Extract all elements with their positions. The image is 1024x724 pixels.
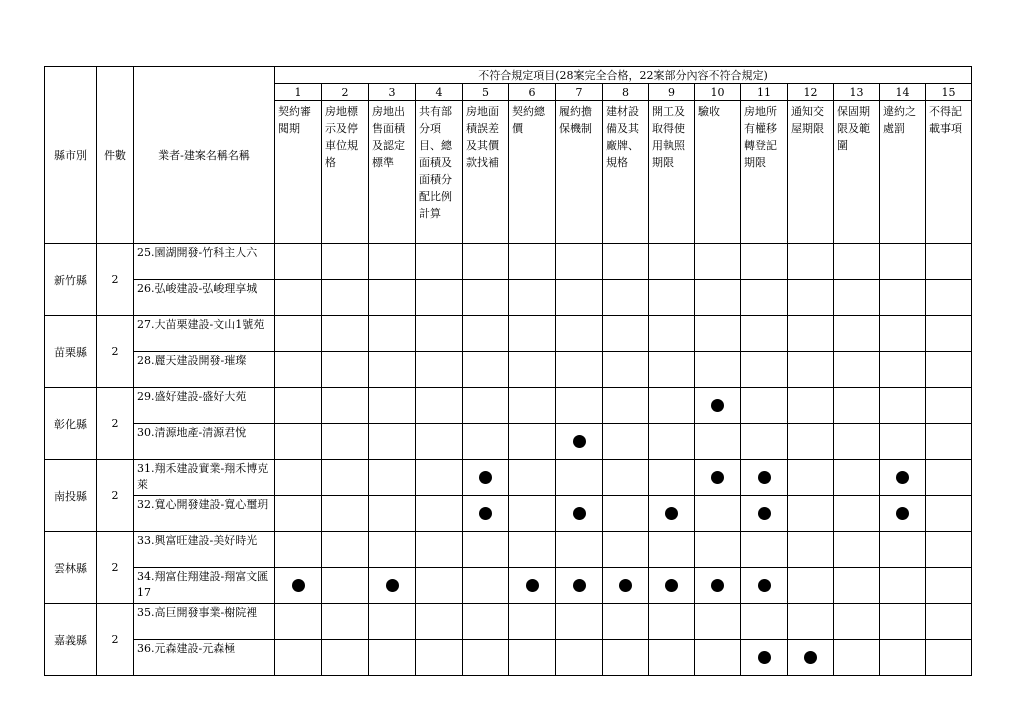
mark-cell-3 bbox=[369, 640, 416, 676]
noncompliance-dot bbox=[758, 507, 771, 520]
mark-cell-8 bbox=[603, 604, 649, 640]
mark-cell-9 bbox=[649, 496, 695, 532]
mark-cell-2 bbox=[322, 640, 369, 676]
noncompliance-dot bbox=[804, 651, 817, 664]
mark-cell-6 bbox=[509, 604, 556, 640]
column-label-4: 共有部分項目、總面積及面積分配比例計算 bbox=[416, 101, 463, 244]
mark-cell-10 bbox=[695, 640, 741, 676]
mark-cell-6 bbox=[509, 496, 556, 532]
column-label-6: 契約總價 bbox=[509, 101, 556, 244]
noncompliance-dot bbox=[758, 651, 771, 664]
column-label-12: 通知交屋期限 bbox=[788, 101, 834, 244]
mark-cell-11 bbox=[741, 604, 788, 640]
mark-cell-15 bbox=[926, 568, 972, 604]
mark-cell-13 bbox=[834, 352, 880, 388]
mark-cell-8 bbox=[603, 496, 649, 532]
mark-cell-11 bbox=[741, 316, 788, 352]
mark-cell-11 bbox=[741, 532, 788, 568]
mark-cell-1 bbox=[275, 352, 322, 388]
project-name-cell: 31.翔禾建設實業-翔禾博克萊 bbox=[134, 460, 275, 496]
mark-cell-2 bbox=[322, 352, 369, 388]
mark-cell-1 bbox=[275, 424, 322, 460]
mark-cell-11 bbox=[741, 244, 788, 280]
mark-cell-10 bbox=[695, 424, 741, 460]
mark-cell-9 bbox=[649, 604, 695, 640]
mark-cell-15 bbox=[926, 532, 972, 568]
project-name-cell: 32.寬心開發建設-寬心璽玥 bbox=[134, 496, 275, 532]
mark-cell-15 bbox=[926, 460, 972, 496]
mark-cell-6 bbox=[509, 532, 556, 568]
mark-cell-2 bbox=[322, 496, 369, 532]
mark-cell-1 bbox=[275, 388, 322, 424]
mark-cell-14 bbox=[880, 460, 926, 496]
mark-cell-10 bbox=[695, 604, 741, 640]
project-name-cell: 36.元森建設-元森極 bbox=[134, 640, 275, 676]
column-number-15: 15 bbox=[926, 84, 972, 101]
mark-cell-7 bbox=[556, 388, 603, 424]
column-number-10: 10 bbox=[695, 84, 741, 101]
table-row bbox=[45, 424, 972, 460]
mark-cell-3 bbox=[369, 388, 416, 424]
mark-cell-12 bbox=[788, 460, 834, 496]
noncompliance-dot bbox=[896, 471, 909, 484]
noncompliance-dot bbox=[665, 579, 678, 592]
mark-cell-11 bbox=[741, 568, 788, 604]
column-number-9: 9 bbox=[649, 84, 695, 101]
mark-cell-7 bbox=[556, 280, 603, 316]
mark-cell-10 bbox=[695, 280, 741, 316]
mark-cell-13 bbox=[834, 424, 880, 460]
noncompliance-dot bbox=[711, 579, 724, 592]
mark-cell-14 bbox=[880, 532, 926, 568]
county-cell: 彰化縣 bbox=[45, 388, 97, 460]
mark-cell-11 bbox=[741, 352, 788, 388]
mark-cell-5 bbox=[463, 316, 509, 352]
table-row bbox=[45, 352, 972, 388]
mark-cell-15 bbox=[926, 316, 972, 352]
mark-cell-1 bbox=[275, 568, 322, 604]
noncompliance-dot bbox=[711, 471, 724, 484]
mark-cell-12 bbox=[788, 496, 834, 532]
mark-cell-11 bbox=[741, 388, 788, 424]
mark-cell-8 bbox=[603, 532, 649, 568]
project-name-cell: 27.大苗栗建設-文山1號苑 bbox=[134, 316, 275, 352]
column-number-12: 12 bbox=[788, 84, 834, 101]
mark-cell-8 bbox=[603, 568, 649, 604]
county-cell: 嘉義縣 bbox=[45, 604, 97, 676]
table-row bbox=[45, 244, 972, 280]
mark-cell-4 bbox=[416, 604, 463, 640]
noncompliance-dot bbox=[711, 399, 724, 412]
mark-cell-15 bbox=[926, 604, 972, 640]
mark-cell-11 bbox=[741, 640, 788, 676]
mark-cell-4 bbox=[416, 316, 463, 352]
mark-cell-5 bbox=[463, 244, 509, 280]
table-row bbox=[45, 604, 972, 640]
table-row bbox=[45, 496, 972, 532]
column-number-1: 1 bbox=[275, 84, 322, 101]
mark-cell-11 bbox=[741, 280, 788, 316]
mark-cell-2 bbox=[322, 316, 369, 352]
mark-cell-9 bbox=[649, 424, 695, 460]
mark-cell-9 bbox=[649, 280, 695, 316]
mark-cell-12 bbox=[788, 244, 834, 280]
mark-cell-6 bbox=[509, 640, 556, 676]
mark-cell-7 bbox=[556, 640, 603, 676]
mark-cell-6 bbox=[509, 460, 556, 496]
mark-cell-14 bbox=[880, 244, 926, 280]
mark-cell-9 bbox=[649, 460, 695, 496]
mark-cell-14 bbox=[880, 604, 926, 640]
mark-cell-14 bbox=[880, 640, 926, 676]
mark-cell-9 bbox=[649, 316, 695, 352]
mark-cell-4 bbox=[416, 568, 463, 604]
count-cell: 2 bbox=[97, 388, 134, 460]
mark-cell-2 bbox=[322, 424, 369, 460]
mark-cell-13 bbox=[834, 316, 880, 352]
mark-cell-7 bbox=[556, 568, 603, 604]
mark-cell-5 bbox=[463, 604, 509, 640]
county-cell: 南投縣 bbox=[45, 460, 97, 532]
mark-cell-14 bbox=[880, 388, 926, 424]
table-row bbox=[45, 280, 972, 316]
mark-cell-10 bbox=[695, 568, 741, 604]
mark-cell-8 bbox=[603, 244, 649, 280]
mark-cell-5 bbox=[463, 388, 509, 424]
noncompliance-dot bbox=[758, 579, 771, 592]
column-number-13: 13 bbox=[834, 84, 880, 101]
mark-cell-4 bbox=[416, 280, 463, 316]
mark-cell-8 bbox=[603, 280, 649, 316]
count-cell: 2 bbox=[97, 604, 134, 676]
mark-cell-4 bbox=[416, 352, 463, 388]
table-row bbox=[45, 460, 972, 496]
column-number-7: 7 bbox=[556, 84, 603, 101]
mark-cell-1 bbox=[275, 244, 322, 280]
mark-cell-6 bbox=[509, 568, 556, 604]
mark-cell-13 bbox=[834, 532, 880, 568]
mark-cell-5 bbox=[463, 532, 509, 568]
mark-cell-13 bbox=[834, 244, 880, 280]
county-cell: 苗栗縣 bbox=[45, 316, 97, 388]
mark-cell-15 bbox=[926, 424, 972, 460]
mark-cell-8 bbox=[603, 316, 649, 352]
mark-cell-11 bbox=[741, 496, 788, 532]
project-name-cell: 29.盛好建設-盛好大苑 bbox=[134, 388, 275, 424]
noncompliance-dot bbox=[526, 579, 539, 592]
column-number-2: 2 bbox=[322, 84, 369, 101]
mark-cell-4 bbox=[416, 244, 463, 280]
noncompliance-group-title: 不符合規定項目(28案完全合格，22案部分內容不符合規定) bbox=[275, 67, 972, 84]
mark-cell-4 bbox=[416, 496, 463, 532]
mark-cell-5 bbox=[463, 496, 509, 532]
column-label-8: 建材設備及其廠牌、規格 bbox=[603, 101, 649, 244]
mark-cell-8 bbox=[603, 460, 649, 496]
noncompliance-dot bbox=[619, 579, 632, 592]
mark-cell-8 bbox=[603, 388, 649, 424]
column-number-11: 11 bbox=[741, 84, 788, 101]
column-label-10: 驗收 bbox=[695, 101, 741, 244]
noncompliance-dot bbox=[292, 579, 305, 592]
mark-cell-12 bbox=[788, 388, 834, 424]
mark-cell-12 bbox=[788, 604, 834, 640]
compliance-table bbox=[44, 66, 972, 676]
noncompliance-dot bbox=[479, 507, 492, 520]
noncompliance-dot bbox=[896, 507, 909, 520]
mark-cell-14 bbox=[880, 424, 926, 460]
noncompliance-dot bbox=[386, 579, 399, 592]
mark-cell-9 bbox=[649, 244, 695, 280]
mark-cell-5 bbox=[463, 640, 509, 676]
column-number-5: 5 bbox=[463, 84, 509, 101]
mark-cell-4 bbox=[416, 388, 463, 424]
column-label-2: 房地標示及停車位規格 bbox=[322, 101, 369, 244]
mark-cell-13 bbox=[834, 604, 880, 640]
mark-cell-3 bbox=[369, 496, 416, 532]
mark-cell-6 bbox=[509, 388, 556, 424]
mark-cell-6 bbox=[509, 316, 556, 352]
count-cell: 2 bbox=[97, 244, 134, 316]
mark-cell-4 bbox=[416, 460, 463, 496]
mark-cell-14 bbox=[880, 496, 926, 532]
mark-cell-5 bbox=[463, 352, 509, 388]
column-label-3: 房地出售面積及認定標準 bbox=[369, 101, 416, 244]
mark-cell-15 bbox=[926, 388, 972, 424]
mark-cell-3 bbox=[369, 280, 416, 316]
mark-cell-13 bbox=[834, 280, 880, 316]
count-cell: 2 bbox=[97, 460, 134, 532]
mark-cell-7 bbox=[556, 352, 603, 388]
column-label-11: 房地所有權移轉登記期限 bbox=[741, 101, 788, 244]
mark-cell-8 bbox=[603, 640, 649, 676]
mark-cell-7 bbox=[556, 244, 603, 280]
mark-cell-4 bbox=[416, 532, 463, 568]
mark-cell-1 bbox=[275, 640, 322, 676]
mark-cell-5 bbox=[463, 568, 509, 604]
mark-cell-15 bbox=[926, 244, 972, 280]
mark-cell-3 bbox=[369, 316, 416, 352]
mark-cell-13 bbox=[834, 568, 880, 604]
mark-cell-4 bbox=[416, 424, 463, 460]
mark-cell-11 bbox=[741, 460, 788, 496]
mark-cell-3 bbox=[369, 460, 416, 496]
mark-cell-10 bbox=[695, 460, 741, 496]
column-number-4: 4 bbox=[416, 84, 463, 101]
project-column-header: 業者-建案名稱名稱 bbox=[134, 67, 275, 244]
mark-cell-12 bbox=[788, 640, 834, 676]
mark-cell-14 bbox=[880, 352, 926, 388]
mark-cell-1 bbox=[275, 280, 322, 316]
mark-cell-3 bbox=[369, 424, 416, 460]
mark-cell-1 bbox=[275, 460, 322, 496]
noncompliance-dot bbox=[573, 507, 586, 520]
mark-cell-7 bbox=[556, 460, 603, 496]
mark-cell-2 bbox=[322, 460, 369, 496]
project-name-cell: 28.麗天建設開發-璀璨 bbox=[134, 352, 275, 388]
mark-cell-8 bbox=[603, 352, 649, 388]
mark-cell-7 bbox=[556, 424, 603, 460]
mark-cell-6 bbox=[509, 280, 556, 316]
mark-cell-6 bbox=[509, 352, 556, 388]
mark-cell-12 bbox=[788, 568, 834, 604]
project-name-cell: 30.清源地產-清源君悅 bbox=[134, 424, 275, 460]
mark-cell-6 bbox=[509, 244, 556, 280]
mark-cell-11 bbox=[741, 424, 788, 460]
mark-cell-5 bbox=[463, 460, 509, 496]
table-row bbox=[45, 532, 972, 568]
mark-cell-14 bbox=[880, 568, 926, 604]
noncompliance-dot bbox=[758, 471, 771, 484]
mark-cell-4 bbox=[416, 640, 463, 676]
mark-cell-13 bbox=[834, 460, 880, 496]
mark-cell-12 bbox=[788, 532, 834, 568]
noncompliance-dot bbox=[573, 579, 586, 592]
column-label-5: 房地面積誤差及其價款找補 bbox=[463, 101, 509, 244]
column-label-15: 不得記載事項 bbox=[926, 101, 972, 244]
mark-cell-2 bbox=[322, 244, 369, 280]
mark-cell-2 bbox=[322, 280, 369, 316]
mark-cell-9 bbox=[649, 352, 695, 388]
mark-cell-15 bbox=[926, 352, 972, 388]
project-name-cell: 34.翔富住翔建設-翔富文匯17 bbox=[134, 568, 275, 604]
mark-cell-3 bbox=[369, 568, 416, 604]
count-cell: 2 bbox=[97, 316, 134, 388]
mark-cell-10 bbox=[695, 316, 741, 352]
mark-cell-12 bbox=[788, 352, 834, 388]
mark-cell-2 bbox=[322, 532, 369, 568]
mark-cell-9 bbox=[649, 640, 695, 676]
mark-cell-3 bbox=[369, 352, 416, 388]
mark-cell-1 bbox=[275, 532, 322, 568]
mark-cell-14 bbox=[880, 280, 926, 316]
mark-cell-13 bbox=[834, 640, 880, 676]
mark-cell-1 bbox=[275, 496, 322, 532]
mark-cell-12 bbox=[788, 316, 834, 352]
table-row bbox=[45, 640, 972, 676]
noncompliance-dot bbox=[573, 435, 586, 448]
mark-cell-7 bbox=[556, 316, 603, 352]
mark-cell-3 bbox=[369, 532, 416, 568]
mark-cell-10 bbox=[695, 352, 741, 388]
mark-cell-7 bbox=[556, 496, 603, 532]
column-label-7: 履約擔保機制 bbox=[556, 101, 603, 244]
column-label-9: 開工及取得使用執照期限 bbox=[649, 101, 695, 244]
project-name-cell: 35.高巨開發事業-榭院裡 bbox=[134, 604, 275, 640]
mark-cell-2 bbox=[322, 388, 369, 424]
mark-cell-10 bbox=[695, 496, 741, 532]
mark-cell-7 bbox=[556, 532, 603, 568]
column-label-14: 違約之處罰 bbox=[880, 101, 926, 244]
county-column-header: 縣市別 bbox=[45, 67, 97, 244]
mark-cell-9 bbox=[649, 388, 695, 424]
noncompliance-dot bbox=[665, 507, 678, 520]
column-label-1: 契約審閱期 bbox=[275, 101, 322, 244]
project-name-cell: 26.弘峻建設-弘峻理享城 bbox=[134, 280, 275, 316]
mark-cell-10 bbox=[695, 244, 741, 280]
count-cell: 2 bbox=[97, 532, 134, 604]
mark-cell-3 bbox=[369, 244, 416, 280]
mark-cell-1 bbox=[275, 316, 322, 352]
column-label-13: 保固期限及範圍 bbox=[834, 101, 880, 244]
header-row-title bbox=[45, 67, 972, 84]
mark-cell-5 bbox=[463, 424, 509, 460]
column-number-3: 3 bbox=[369, 84, 416, 101]
mark-cell-3 bbox=[369, 604, 416, 640]
mark-cell-1 bbox=[275, 604, 322, 640]
mark-cell-5 bbox=[463, 280, 509, 316]
mark-cell-15 bbox=[926, 280, 972, 316]
mark-cell-12 bbox=[788, 424, 834, 460]
mark-cell-7 bbox=[556, 604, 603, 640]
mark-cell-12 bbox=[788, 280, 834, 316]
noncompliance-dot bbox=[479, 471, 492, 484]
mark-cell-2 bbox=[322, 568, 369, 604]
mark-cell-13 bbox=[834, 496, 880, 532]
table-row bbox=[45, 316, 972, 352]
mark-cell-8 bbox=[603, 424, 649, 460]
mark-cell-9 bbox=[649, 532, 695, 568]
mark-cell-10 bbox=[695, 532, 741, 568]
mark-cell-15 bbox=[926, 496, 972, 532]
project-name-cell: 33.興富旺建設-美好時光 bbox=[134, 532, 275, 568]
mark-cell-2 bbox=[322, 604, 369, 640]
project-name-cell: 25.園湖開發-竹科主人六 bbox=[134, 244, 275, 280]
table-row bbox=[45, 388, 972, 424]
mark-cell-10 bbox=[695, 388, 741, 424]
county-cell: 雲林縣 bbox=[45, 532, 97, 604]
column-number-14: 14 bbox=[880, 84, 926, 101]
column-number-6: 6 bbox=[509, 84, 556, 101]
mark-cell-15 bbox=[926, 640, 972, 676]
county-cell: 新竹縣 bbox=[45, 244, 97, 316]
mark-cell-6 bbox=[509, 424, 556, 460]
column-number-8: 8 bbox=[603, 84, 649, 101]
count-column-header: 件數 bbox=[97, 67, 134, 244]
mark-cell-14 bbox=[880, 316, 926, 352]
mark-cell-13 bbox=[834, 388, 880, 424]
mark-cell-9 bbox=[649, 568, 695, 604]
table-row bbox=[45, 568, 972, 604]
